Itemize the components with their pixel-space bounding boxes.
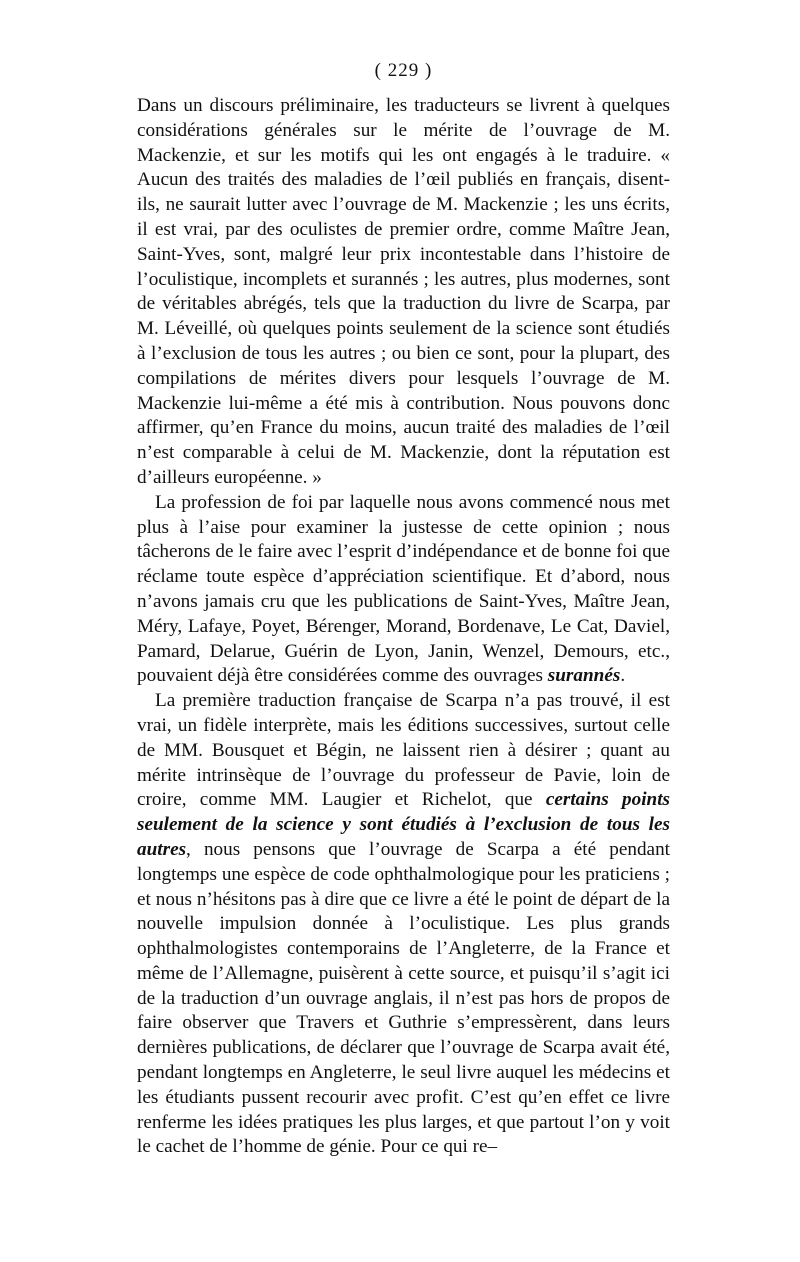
- paragraph-3-text: La première traduction française de Scarpa n’a pas trouvé, il est vrai, un fidèle interprète, mais les éditions successives, surtout celle de MM. Bousquet et Bégin, ne laissent rien à désirer ; quant au mérite intrinsèque de l’ouvrage du professeur de Pavie, loin de croire, comme MM. Laugier et Richelot, que: [137, 690, 670, 811]
- paragraph-3: [137, 689, 670, 1160]
- paragraph-3-italic-quote: certains points seulement de la science y sont étudiés à l’exclusion de tous les autres: [137, 789, 670, 860]
- paragraph-2: [137, 491, 670, 689]
- paragraph-2-text: La profession de foi par laquelle nous avons commencé nous met plus à l’aise pour examiner la justesse de cette opinion ; nous tâcherons de le faire avec l’esprit d’indépendance et de bonne foi que réclame toute espèce d’appréciation scientifique. Et d’abord, nous n’avons jamais cru que les publications de Saint-Yves, Maître Jean, Méry, Lafaye, Poyet, Bérenger, Morand, Bordenave, Le Cat, Daviel, Pamard, Delarue, Guérin de Lyon, Janin, Wenzel, Demours, etc., pouvaient déjà être considérées comme des ouvrages: [137, 491, 670, 687]
- paragraph-2-end: .: [620, 665, 626, 687]
- paragraph-1-text: Dans un discours préliminaire, les traducteurs se livrent à quelques considérations générales sur le mérite de l’ouvrage de M. Mackenzie, et sur les motifs qui les ont engagés à le traduire. « Aucun des traités des maladies de l’œil publiés en français, disent-ils, ne saurait lutter avec l’ouvrage de M. Mackenzie ; les uns écrits, il est vrai, par des oculistes de premier ordre, comme Maître Jean, Saint-Yves, sont, malgré leur prix incontestable dans l’histoire de l’oculistique, incomplets et surannés ; les autres, plus modernes, sont de véritables abrégés, tels que la traduction du livre de Scarpa, par M. Léveillé, où quelques points seulement de la science sont étudiés à l’exclusion de tous les autres ; ou bien ce sont, pour la plupart, des compilations de mérites divers pour lesquels l’ouvrage de M. Mackenzie lui-même a été mis à contribution. Nous pouvons donc affirmer, qu’en France du moins, aucun traité des maladies de l’œil n’est comparable à celui de M. Mackenzie, dont la réputation est d’ailleurs européenne. »: [137, 95, 670, 488]
- page-number: ( 229 ): [374, 60, 433, 81]
- paragraph-2-italic: surannés: [547, 665, 621, 687]
- paragraph-3-rest: , nous pensons que l’ouvrage de Scarpa a été pendant longtemps une espèce de code ophthalmologique pour les praticiens ; et nous n’hésitons pas à dire que ce livre a été le point de départ de la nouvelle impulsion donnée à l’oculistique. Les plus grands ophthalmologistes contemporains de l’Angleterre, de la France et même de l’Allemagne, puisèrent à cette source, et puisqu’il s’agit ici de la traduction d’un ouvrage anglais, il n’est pas hors de propos de faire observer que Travers et Guthrie s’empressèrent, dans leurs dernières publications, de déclarer que l’ouvrage de Scarpa avait été, pendant longtemps en Angleterre, le seul livre auquel les médecins et les étudiants pussent recourir avec profit. C’est qu’en effet ce livre renferme les idées pratiques les plus larges, et que partout l’on y voit le cachet de l’homme de génie. Pour ce qui re–: [137, 838, 670, 1158]
- paragraph-1: [137, 94, 670, 491]
